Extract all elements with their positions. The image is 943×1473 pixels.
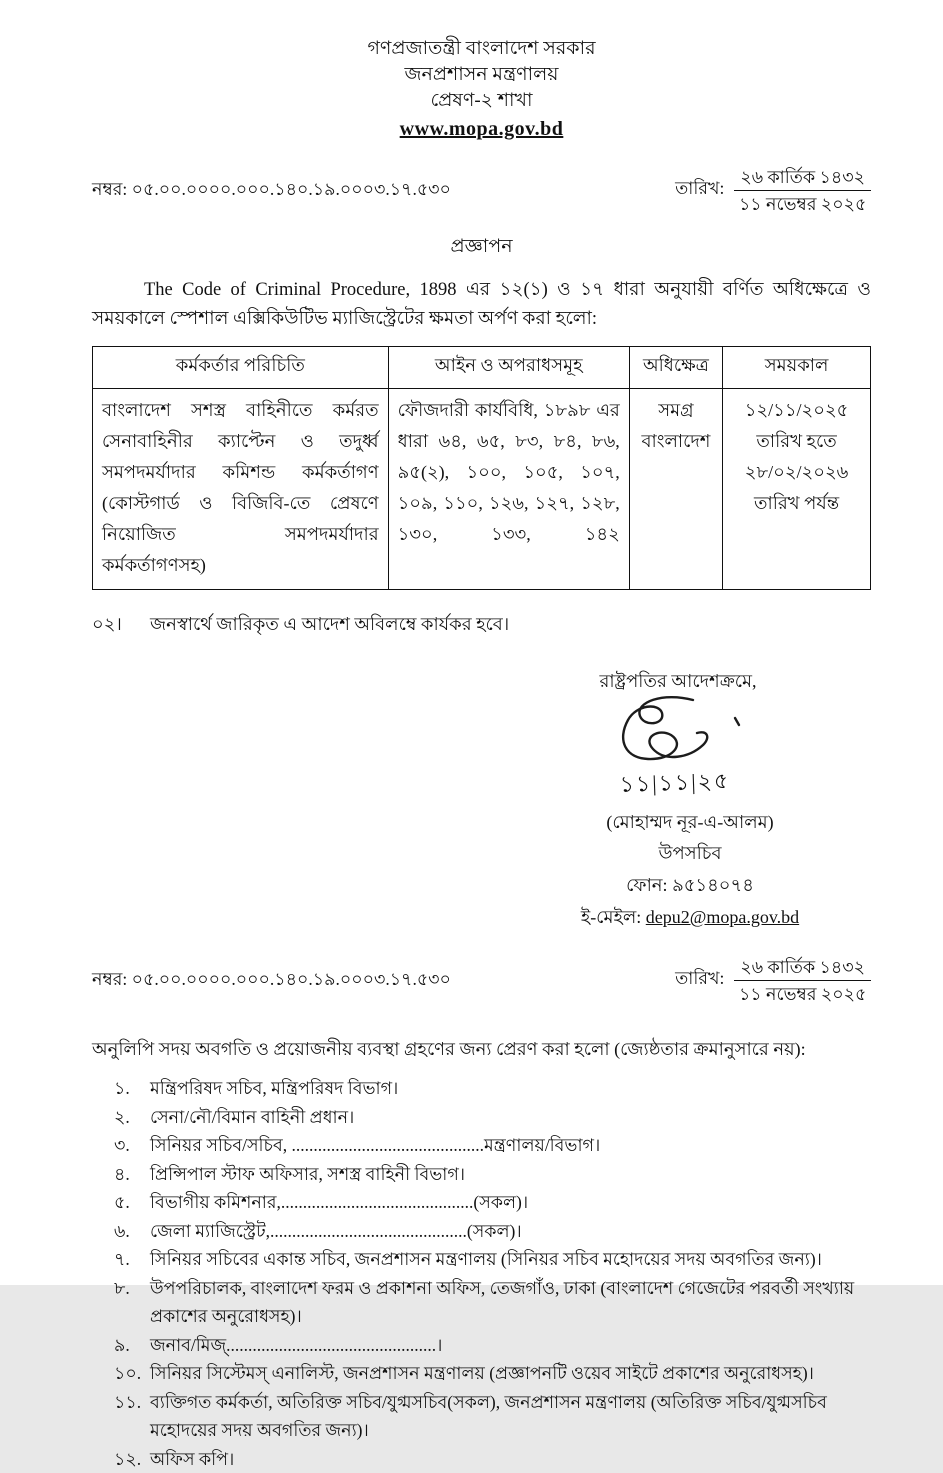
table-row	[93, 389, 871, 590]
reference-row-top	[92, 165, 871, 216]
signatory-email	[525, 901, 855, 933]
list-item-text: মন্ত্রিপরিষদ সচিব, মন্ত্রিপরিষদ বিভাগ।	[150, 1074, 871, 1103]
clause-02	[92, 610, 871, 641]
memo-number-label-2: নম্বর:	[92, 969, 127, 989]
list-item-number: ১১.	[114, 1388, 150, 1445]
list-item-text: জনাব/মিজ্................................................।	[150, 1331, 871, 1360]
list-item-text: ব্যক্তিগত কর্মকর্তা, অতিরিক্ত সচিব/যুগ্মসচিব(সকল), জনপ্রশাসন মন্ত্রণালয় (অতিরিক্ত সচিব/যুগ্মসচিব মহোদয়ের সদয় অবগতির জন্য)।	[150, 1388, 871, 1445]
period-line: ২৮/০২/২০২৬	[732, 457, 861, 488]
list-item-number: ১.	[114, 1074, 150, 1103]
list-item-number: ৬.	[114, 1217, 150, 1246]
list-item	[114, 1245, 871, 1274]
phone-value: ৯৫১৪০৭৪	[672, 875, 754, 895]
list-item	[114, 1359, 871, 1388]
date-stack	[734, 165, 871, 216]
list-item-number: ২.	[114, 1103, 150, 1132]
handwritten-date: ১১|১১|২৫	[524, 761, 825, 808]
period-line: তারিখ হতে	[732, 426, 861, 457]
list-item-text: জেলা ম্যাজিস্ট্রেট,.............................................(সকল)।	[150, 1217, 871, 1246]
list-item	[114, 1445, 871, 1473]
list-item-text: সিনিয়র সচিবের একান্ত সচিব, জনপ্রশাসন মন্ত্রণালয় (সিনিয়র সচিব মহোদয়ের সদয় অবগতির জন্য)।	[150, 1245, 871, 1274]
notification-title: প্রজ্ঞাপন	[92, 232, 871, 264]
list-item-text: সিনিয়র সিস্টেমস্ এনালিস্ট, জনপ্রশাসন মন্ত্রণালয় (প্রজ্ঞাপনটি ওয়েব সাইটে প্রকাশের অনুরোধসহ)।	[150, 1359, 871, 1388]
date-bangla-calendar: ২৬ কার্তিক ১৪৩২	[734, 165, 871, 191]
signatory-name: (মোহাম্মদ নূর-এ-আলম)	[525, 807, 855, 837]
by-order-text: রাষ্ট্রপতির আদেশক্রমে,	[525, 667, 831, 698]
letterhead	[92, 36, 871, 143]
date-gregorian-calendar-2: ১১ নভেম্বর ২০২৫	[734, 981, 871, 1006]
list-item-text: সিনিয়র সচিব/সচিব, ............................................মন্ত্রণালয়/বিভাগ।	[150, 1131, 871, 1160]
memo-number-value-2: ০৫.০০.০০০০.০০০.১৪০.১৯.০০০৩.১৭.৫৩০	[132, 969, 451, 989]
list-item-text: বিভাগীয় কমিশনার,............................................(সকল)।	[150, 1188, 871, 1217]
list-item-number: ৫.	[114, 1188, 150, 1217]
cell-laws: ফৌজদারী কার্যবিধি, ১৮৯৮ এর ধারা ৬৪, ৬৫, ৮৩, ৮৪, ৮৬, ৯৫(২), ১০০, ১০৫, ১০৭, ১০৯, ১১০, ১২৬, ১২৭, ১২৮, ১৩০, ১৩৩, ১৪২	[388, 389, 629, 590]
list-item-number: ১০.	[114, 1359, 150, 1388]
column-header-laws: আইন ও অপরাধসমূহ	[388, 347, 629, 389]
branch-name: প্রেষণ-২ শাখা	[92, 88, 871, 114]
date-gregorian-calendar: ১১ নভেম্বর ২০২৫	[734, 191, 871, 216]
list-item	[114, 1131, 871, 1160]
cell-officer-identity: বাংলাদেশ সশস্ত্র বাহিনীতে কর্মরত সেনাবাহিনীর ক্যাপ্টেন ও তদুর্ধ্ব সমপদমর্যাদার কমিশন্ড কর্মকর্তাগণ (কোস্টগার্ড ও বিজিবি-তে প্রেষণে নিয়োজিত সমপদমর্যাদার কর্মকর্তাগণসহ)	[93, 389, 389, 590]
list-item-number: ৩.	[114, 1131, 150, 1160]
list-item	[114, 1331, 871, 1360]
list-item-number: ৪.	[114, 1160, 150, 1189]
date-stack-2	[734, 955, 871, 1006]
cell-period	[723, 389, 871, 590]
list-item	[114, 1217, 871, 1246]
list-item-number: ৯.	[114, 1331, 150, 1360]
list-item-text: অফিস কপি।	[150, 1445, 871, 1473]
memo-date-2	[675, 955, 871, 1006]
phone-label: ফোন:	[626, 875, 667, 895]
table-header-row	[93, 347, 871, 389]
cell-jurisdiction	[629, 389, 722, 590]
copy-list-intro: অনুলিপি সদয় অবগতি ও প্রয়োজনীয় ব্যবস্থা গ্রহণের জন্য প্রেরণ করা হলো (জ্যেষ্ঠতার ক্রমানুসারে নয়):	[92, 1036, 871, 1062]
list-item-number: ১২.	[114, 1445, 150, 1473]
clause-number: ০২।	[92, 610, 150, 641]
list-item-text: সেনা/নৌ/বিমান বাহিনী প্রধান।	[150, 1103, 871, 1132]
ministry-name: জনপ্রশাসন মন্ত্রণালয়	[92, 62, 871, 88]
list-item	[114, 1388, 871, 1445]
list-item-number: ৮.	[114, 1274, 150, 1331]
period-line: ১২/১১/২০২৫	[732, 395, 861, 426]
list-item	[114, 1188, 871, 1217]
ministry-website-link[interactable]: www.mopa.gov.bd	[400, 116, 564, 142]
column-header-period: সময়কাল	[723, 347, 871, 389]
column-header-jurisdiction: অধিক্ষেত্র	[629, 347, 722, 389]
list-item-text: উপপরিচালক, বাংলাদেশ ফরম ও প্রকাশনা অফিস, তেজগাঁও, ঢাকা (বাংলাদেশ গেজেটের পরবর্তী সংখ্যায় প্রকাশের অনুরোধসহ)।	[150, 1274, 871, 1331]
date-bangla-calendar-2: ২৬ কার্তিক ১৪৩২	[734, 955, 871, 981]
copy-list	[92, 1074, 871, 1473]
signatory-designation: উপসচিব	[525, 837, 855, 869]
signatory-phone	[525, 869, 855, 901]
intro-paragraph: The Code of Criminal Procedure, 1898 এর ১২(১) ও ১৭ ধারা অনুযায়ী বর্ণিত অধিক্ষেত্রে ও সময়কালে স্পেশাল এক্সিকিউটিভ ম্যাজিস্ট্রেটের ক্ষমতা অর্পণ করা হলো:	[92, 276, 871, 334]
magistrate-power-table	[92, 346, 871, 590]
memo-number-label: নম্বর:	[92, 179, 127, 199]
memo-number	[92, 165, 451, 206]
date-label-2: তারিখ:	[675, 966, 724, 995]
list-item	[114, 1274, 871, 1331]
signature-block	[525, 667, 855, 933]
date-label: তারিখ:	[675, 176, 724, 205]
memo-number-value: ০৫.০০.০০০০.০০০.১৪০.১৯.০০০৩.১৭.৫৩০	[132, 179, 451, 199]
clause-text: জনস্বার্থে জারিকৃত এ আদেশ অবিলম্বে কার্যকর হবে।	[150, 610, 509, 641]
jurisdiction-line: সমগ্র	[639, 395, 713, 426]
list-item	[114, 1103, 871, 1132]
email-label: ই-মেইল:	[581, 907, 641, 927]
list-item-number: ৭.	[114, 1245, 150, 1274]
column-header-officer-identity: কর্মকর্তার পরিচিতি	[93, 347, 389, 389]
list-item	[114, 1074, 871, 1103]
list-item-text: প্রিন্সিপাল স্টাফ অফিসার, সশস্ত্র বাহিনী বিভাগ।	[150, 1160, 871, 1189]
memo-date	[675, 165, 871, 216]
memo-number-2	[92, 955, 451, 996]
email-link[interactable]: depu2@mopa.gov.bd	[646, 907, 799, 927]
period-line: তারিখ পর্যন্ত	[732, 488, 861, 519]
list-item	[114, 1160, 871, 1189]
reference-row-bottom	[92, 955, 871, 1006]
government-name: গণপ্রজাতন্ত্রী বাংলাদেশ সরকার	[92, 36, 871, 62]
jurisdiction-line: বাংলাদেশ	[639, 426, 713, 457]
